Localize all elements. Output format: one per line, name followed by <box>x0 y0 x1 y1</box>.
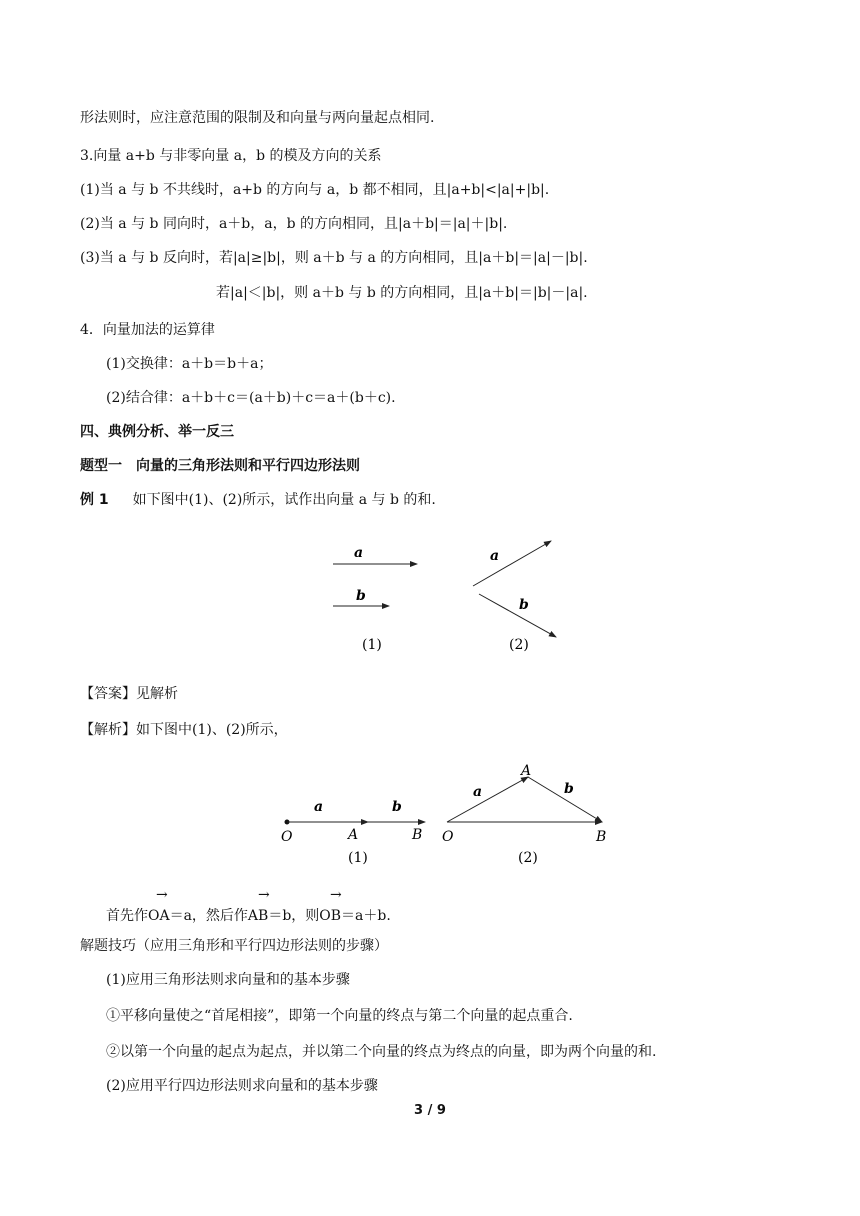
vector-b-2 <box>479 594 556 637</box>
vector-arrow: → <box>330 887 342 903</box>
tips-heading: 解题技巧（应用三角形和平行四边形法则的步骤） <box>80 938 388 954</box>
figure-vectors <box>320 530 580 660</box>
vector-OA-2 <box>447 777 528 822</box>
label-a: a <box>314 799 324 815</box>
text-line: (2)当 a 与 b 同向时，a＋b，a，b 的方向相同，且|a＋b|＝|a|＋|b|. <box>80 216 508 232</box>
page-number: 3 / 9 <box>414 1103 446 1118</box>
example-line <box>80 490 436 510</box>
text-line: (2)结合律：a＋b＋c＝(a＋b)＋c＝a＋(b＋c). <box>106 390 396 406</box>
text-line: ①平移向量使之“首尾相接”，即第一个向量的终点与第二个向量的起点重合. <box>106 1008 573 1024</box>
label-a-2: a <box>473 784 483 800</box>
caption-1: (1) <box>362 637 382 653</box>
caption-2: (2) <box>518 850 538 866</box>
label-b-2: b <box>564 781 574 797</box>
topic-heading: 题型一 向量的三角形法则和平行四边形法则 <box>80 458 360 474</box>
text-line: 4．向量加法的运算律 <box>80 322 215 338</box>
vector-a-2 <box>473 541 551 586</box>
label-B-2: B <box>596 829 607 845</box>
label-b: b <box>392 799 402 815</box>
example-text: 如下图中(1)、(2)所示，试作出向量 a 与 b 的和. <box>132 492 436 508</box>
analysis-line: 【解析】如下图中(1)、(2)所示， <box>80 722 288 738</box>
text-line: (1)当 a 与 b 不共线时，a+b 的方向与 a，b 都不相同，且|a+b|<|a|+|b|. <box>80 182 550 198</box>
vector-arrow: → <box>156 887 168 903</box>
label-O-2: O <box>442 829 454 845</box>
text-line: ②以第一个向量的起点为起点，并以第二个向量的终点为终点的向量，即为两个向量的和. <box>106 1044 657 1060</box>
example-label: 例 1 <box>80 492 109 508</box>
label-A: A <box>348 827 359 843</box>
caption-2: (2) <box>509 637 529 653</box>
solution-line: 首先作OA＝a，然后作AB＝b，则OB＝a＋b. <box>106 908 391 924</box>
label-b-2: b <box>519 597 529 613</box>
vector-arrow: → <box>258 887 270 903</box>
label-O: O <box>281 829 293 845</box>
caption-1: (1) <box>348 850 368 866</box>
text-line: (3)当 a 与 b 反向时，若|a|≥|b|，则 a＋b 与 a 的方向相同，且|a＋b|＝|a|－|b|. <box>80 250 588 266</box>
text-line: 若|a|＜|b|，则 a＋b 与 b 的方向相同，且|a＋b|＝|b|－|a|. <box>216 285 588 301</box>
label-b: b <box>356 588 366 604</box>
text-line: 形法则时，应注意范围的限制及和向量与两向量起点相同. <box>80 110 435 126</box>
text-line: (2)应用平行四边形法则求向量和的基本步骤 <box>106 1078 378 1094</box>
label-a-2: a <box>490 548 500 564</box>
text-line: 3.向量 a+b 与非零向量 a，b 的模及方向的关系 <box>80 148 382 164</box>
section-heading: 四、典例分析、举一反三 <box>80 424 234 440</box>
label-A-2: A <box>521 763 532 779</box>
answer-line: 【答案】见解析 <box>80 686 178 702</box>
figure-solution <box>280 760 620 870</box>
text-line: (1)应用三角形法则求向量和的基本步骤 <box>106 972 350 988</box>
label-a: a <box>354 545 364 561</box>
label-B: B <box>412 827 423 843</box>
text-line: (1)交换律：a＋b＝b＋a； <box>106 356 273 372</box>
